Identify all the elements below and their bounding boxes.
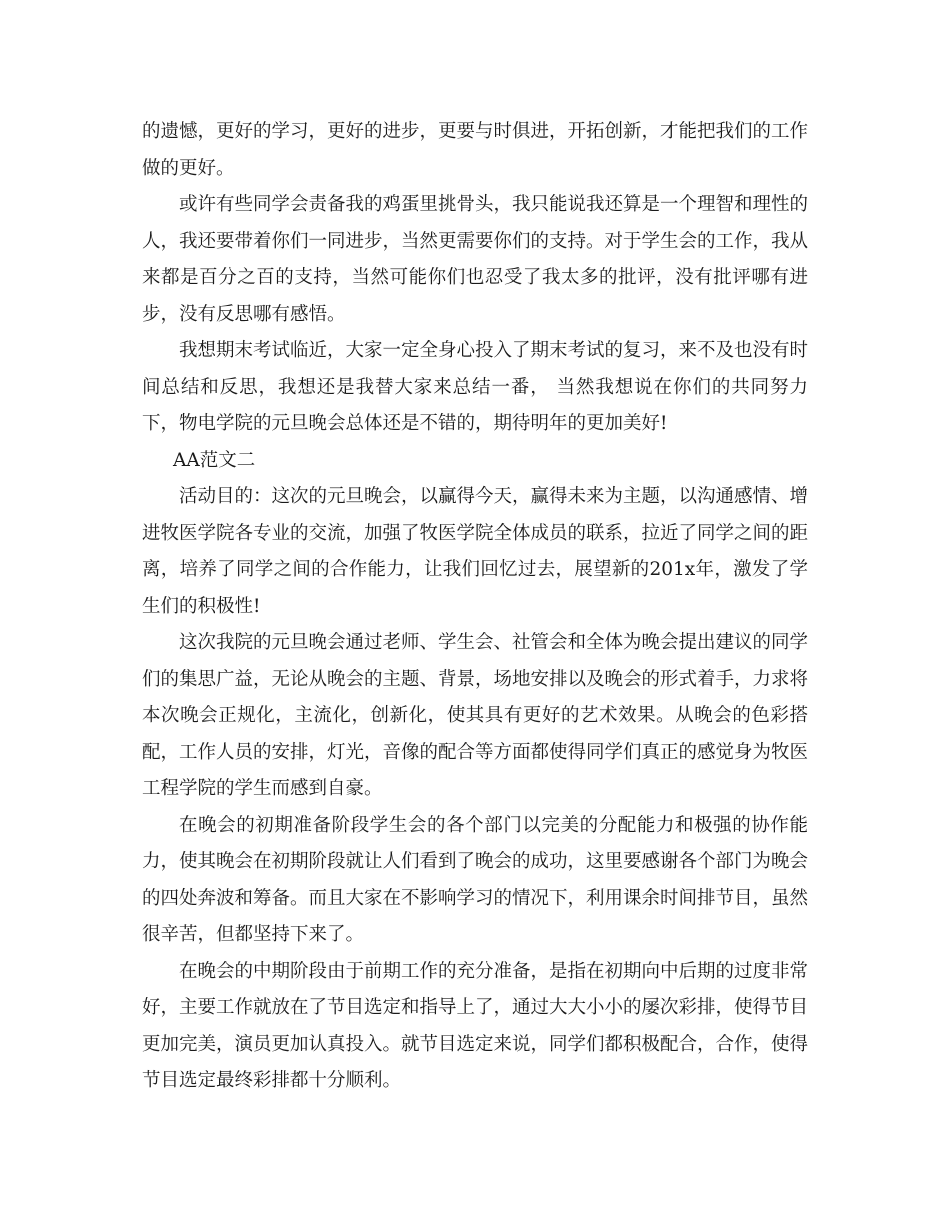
paragraph-continuation: 的遗憾，更好的学习，更好的进步，更要与时俱进，开拓创新，才能把我们的工作做的更好。 <box>142 121 809 179</box>
paragraph-early-stage: 在晚会的初期准备阶段学生会的各个部门以完美的分配能力和极强的协作能力，使其晚会在初期阶段就让人们看到了晚会的成功，这里要感谢各个部门为晚会的四处奔波和筹备。而且大家在不影响学习的情况下，利用课余时间排节目，虽然很辛苦，但都坚持下来了。 <box>142 814 809 945</box>
paragraph-activity-purpose: 活动目的：这次的元旦晚会，以赢得今天，赢得未来为主题，以沟通感情、增进牧医学院各专业的交流，加强了牧医学院全体成员的联系，拉近了同学之间的距离，培养了同学之间的合作能力，让我们回忆过去，展望新的201x年，激发了学生们的积极性! <box>142 486 809 617</box>
section-heading: AA范文二 <box>173 449 256 471</box>
document-body <box>142 114 808 1100</box>
paragraph-exam-summary: 我想期末考试临近，大家一定全身心投入了期末考试的复习，来不及也没有时间总结和反思，我想还是我替大家来总结一番， 当然我想说在你们的共同努力下，物电学院的元旦晚会总体还是不错的，期待明年的更加美好! <box>142 340 809 434</box>
paragraph-middle-stage: 在晚会的中期阶段由于前期工作的充分准备，是指在初期向中后期的过度非常好，主要工作就放在了节目选定和指导上了，通过大大小小的屡次彩排，使得节目更加完美，演员更加认真投入。就节目选定来说，同学们都积极配合，合作，使得节目选定最终彩排都十分顺利。 <box>142 960 809 1091</box>
paragraph-criticism: 或许有些同学会责备我的鸡蛋里挑骨头，我只能说我还算是一个理智和理性的人，我还要带着你们一同进步，当然更需要你们的支持。对于学生会的工作，我从来都是百分之百的支持，当然可能你们也忍受了我太多的批评，没有批评哪有进步，没有反思哪有感悟。 <box>142 194 809 325</box>
paragraph-collective-ideas: 这次我院的元旦晚会通过老师、学生会、社管会和全体为晚会提出建议的同学们的集思广益，无论从晚会的主题、背景，场地安排以及晚会的形式着手，力求将本次晚会正规化，主流化，创新化，使其具有更好的艺术效果。从晚会的色彩搭配，工作人员的安排，灯光，音像的配合等方面都使得同学们真正的感觉身为牧医工程学院的学生而感到自豪。 <box>142 632 809 799</box>
